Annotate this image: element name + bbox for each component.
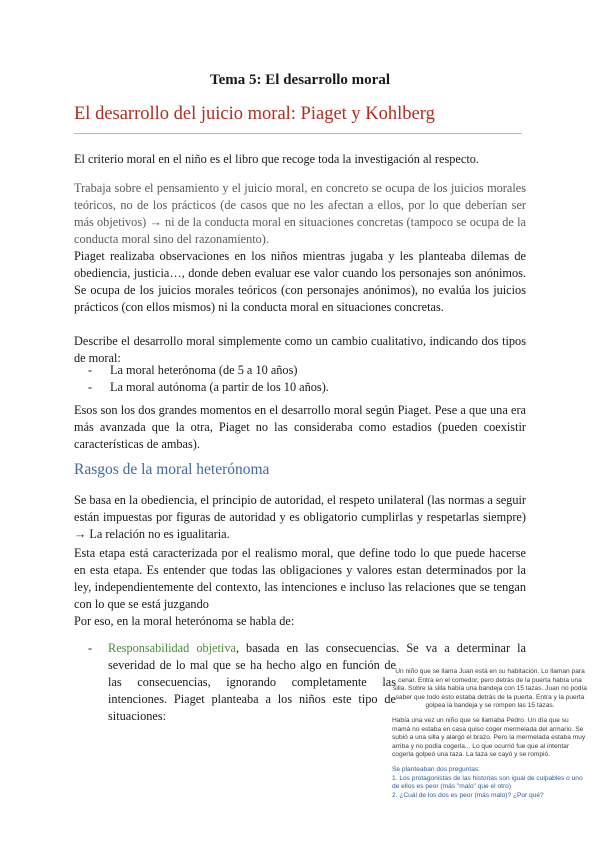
item-first-line	[108, 640, 526, 657]
paragraph-two-moments: Esos son los dos grandes momentos en el desarrollo moral según Piaget. Pese a que una era más avanzada que la otra, Piaget no las consideraba como estadios (pueden coexistir características de ambas).	[74, 403, 526, 451]
section-heading: El desarrollo del juicio moral: Piaget y Kohlberg	[74, 104, 435, 124]
paragraph-obedience: Se basa en la obediencia, el principio de autoridad, el respeto unilateral (las normas a seguir están impuestas por figuras de autoridad y es obligatorio cumplirlas y respetarlas siempre) → La relación no es igualitaria.	[74, 493, 526, 541]
paragraph-observations: Piaget realizaba observaciones en los niños mientras jugaba y les planteaba dilemas de obediencia, justicia…, donde deben evaluar ese valor cuando los personajes son anónimos. Se ocupa de los juicios morales teóricos (con personajes anónimos), no evalúa los juicios prácticos (con ellos mismos) ni la conducta moral en situaciones concretas.	[74, 249, 526, 314]
question-1: 1. Los protagonistas de las historias son igual de culpables o uno de ellos es peor (más "malo" que el otro)	[392, 774, 583, 791]
item-description: severidad de lo mal que se ha hecho algo en función de las consecuencias, ignorando completamente las intenciones. Piaget planteaba a los niños este tipo de situaciones:	[108, 658, 396, 723]
document-title: Tema 5: El desarrollo moral	[210, 72, 390, 88]
story-pedro: Había una vez un niño que se llamaba Pedro. Un día que su mamá no estaba en casa quiso coger mermelada del armario. Se subió a una silla y alargó el brazo. Pero la mermelada estaba muy arriba y no podía cogerla... Lo que ocurrió fue que al intentar cogerla golpeó una taza. La taza se cayó y se rompió.	[392, 716, 586, 759]
list-item: - La moral heterónoma (de 5 a 10 años)	[88, 362, 448, 379]
paragraph-intro: El criterio moral en el niño es el libro que recoge toda la investigación al respecto.	[74, 152, 479, 166]
question-2: 2. ¿Cuál de los dos es peor (más malo)? ¿Por qué?	[392, 791, 544, 799]
paragraph-moral-types: Describe el desarrollo moral simplemente como un cambio cualitativo, indicando dos tipos de moral:	[74, 334, 526, 365]
dilemma-image	[392, 668, 588, 800]
item-first-line-text: , basada en las consecuencias. Se va a determinar la	[235, 641, 526, 655]
objective-responsibility-term: Responsabilidad objetiva	[108, 641, 236, 655]
moral-types-list	[88, 362, 448, 396]
subsection-heading: Rasgos de la moral heterónoma	[74, 461, 270, 478]
paragraph-theoretical-judgments: Trabaja sobre el pensamiento y el juicio moral, en concreto se ocupa de los juicios morales teóricos, no de los prácticos (de casos que no les afectan a ellos, por lo que deberían ser más objetivos) → ni de la conducta moral en situaciones concretas (tampoco se ocupa de la conducta moral sino del razonamiento).	[74, 181, 526, 246]
heading-divider	[74, 133, 522, 134]
list-item: - La moral autónoma (a partir de los 10 años).	[88, 379, 448, 396]
story-juan: Un niño que se llama Juan está en su habitación. Lo llaman para cenar. Entra en el comedor, pero detrás de la puerta había una silla. Sobre la silla había una bandeja con 15 tazas. Juan no podía saber que todo esto estaba detrás de la puerta. Entra y la puerta golpea la bandeja y se rompen las 15 tazas.	[393, 668, 587, 710]
paragraph-moral-realism: Esta etapa está caracterizada por el realismo moral, que define todo lo que puede hacerse en esta etapa. Es entender que todas las obligaciones y valores estan determinados por la ley, independientemente del contexto, las intenciones e incluso las relaciones que se tengan con lo que se está juzgando	[74, 546, 526, 611]
questions-title: Se planteaban dos preguntas:	[392, 765, 480, 773]
list-bullet: -	[88, 641, 93, 655]
paragraph-heteronomous-intro: Por eso, en la moral heterónoma se habla de:	[74, 614, 295, 628]
